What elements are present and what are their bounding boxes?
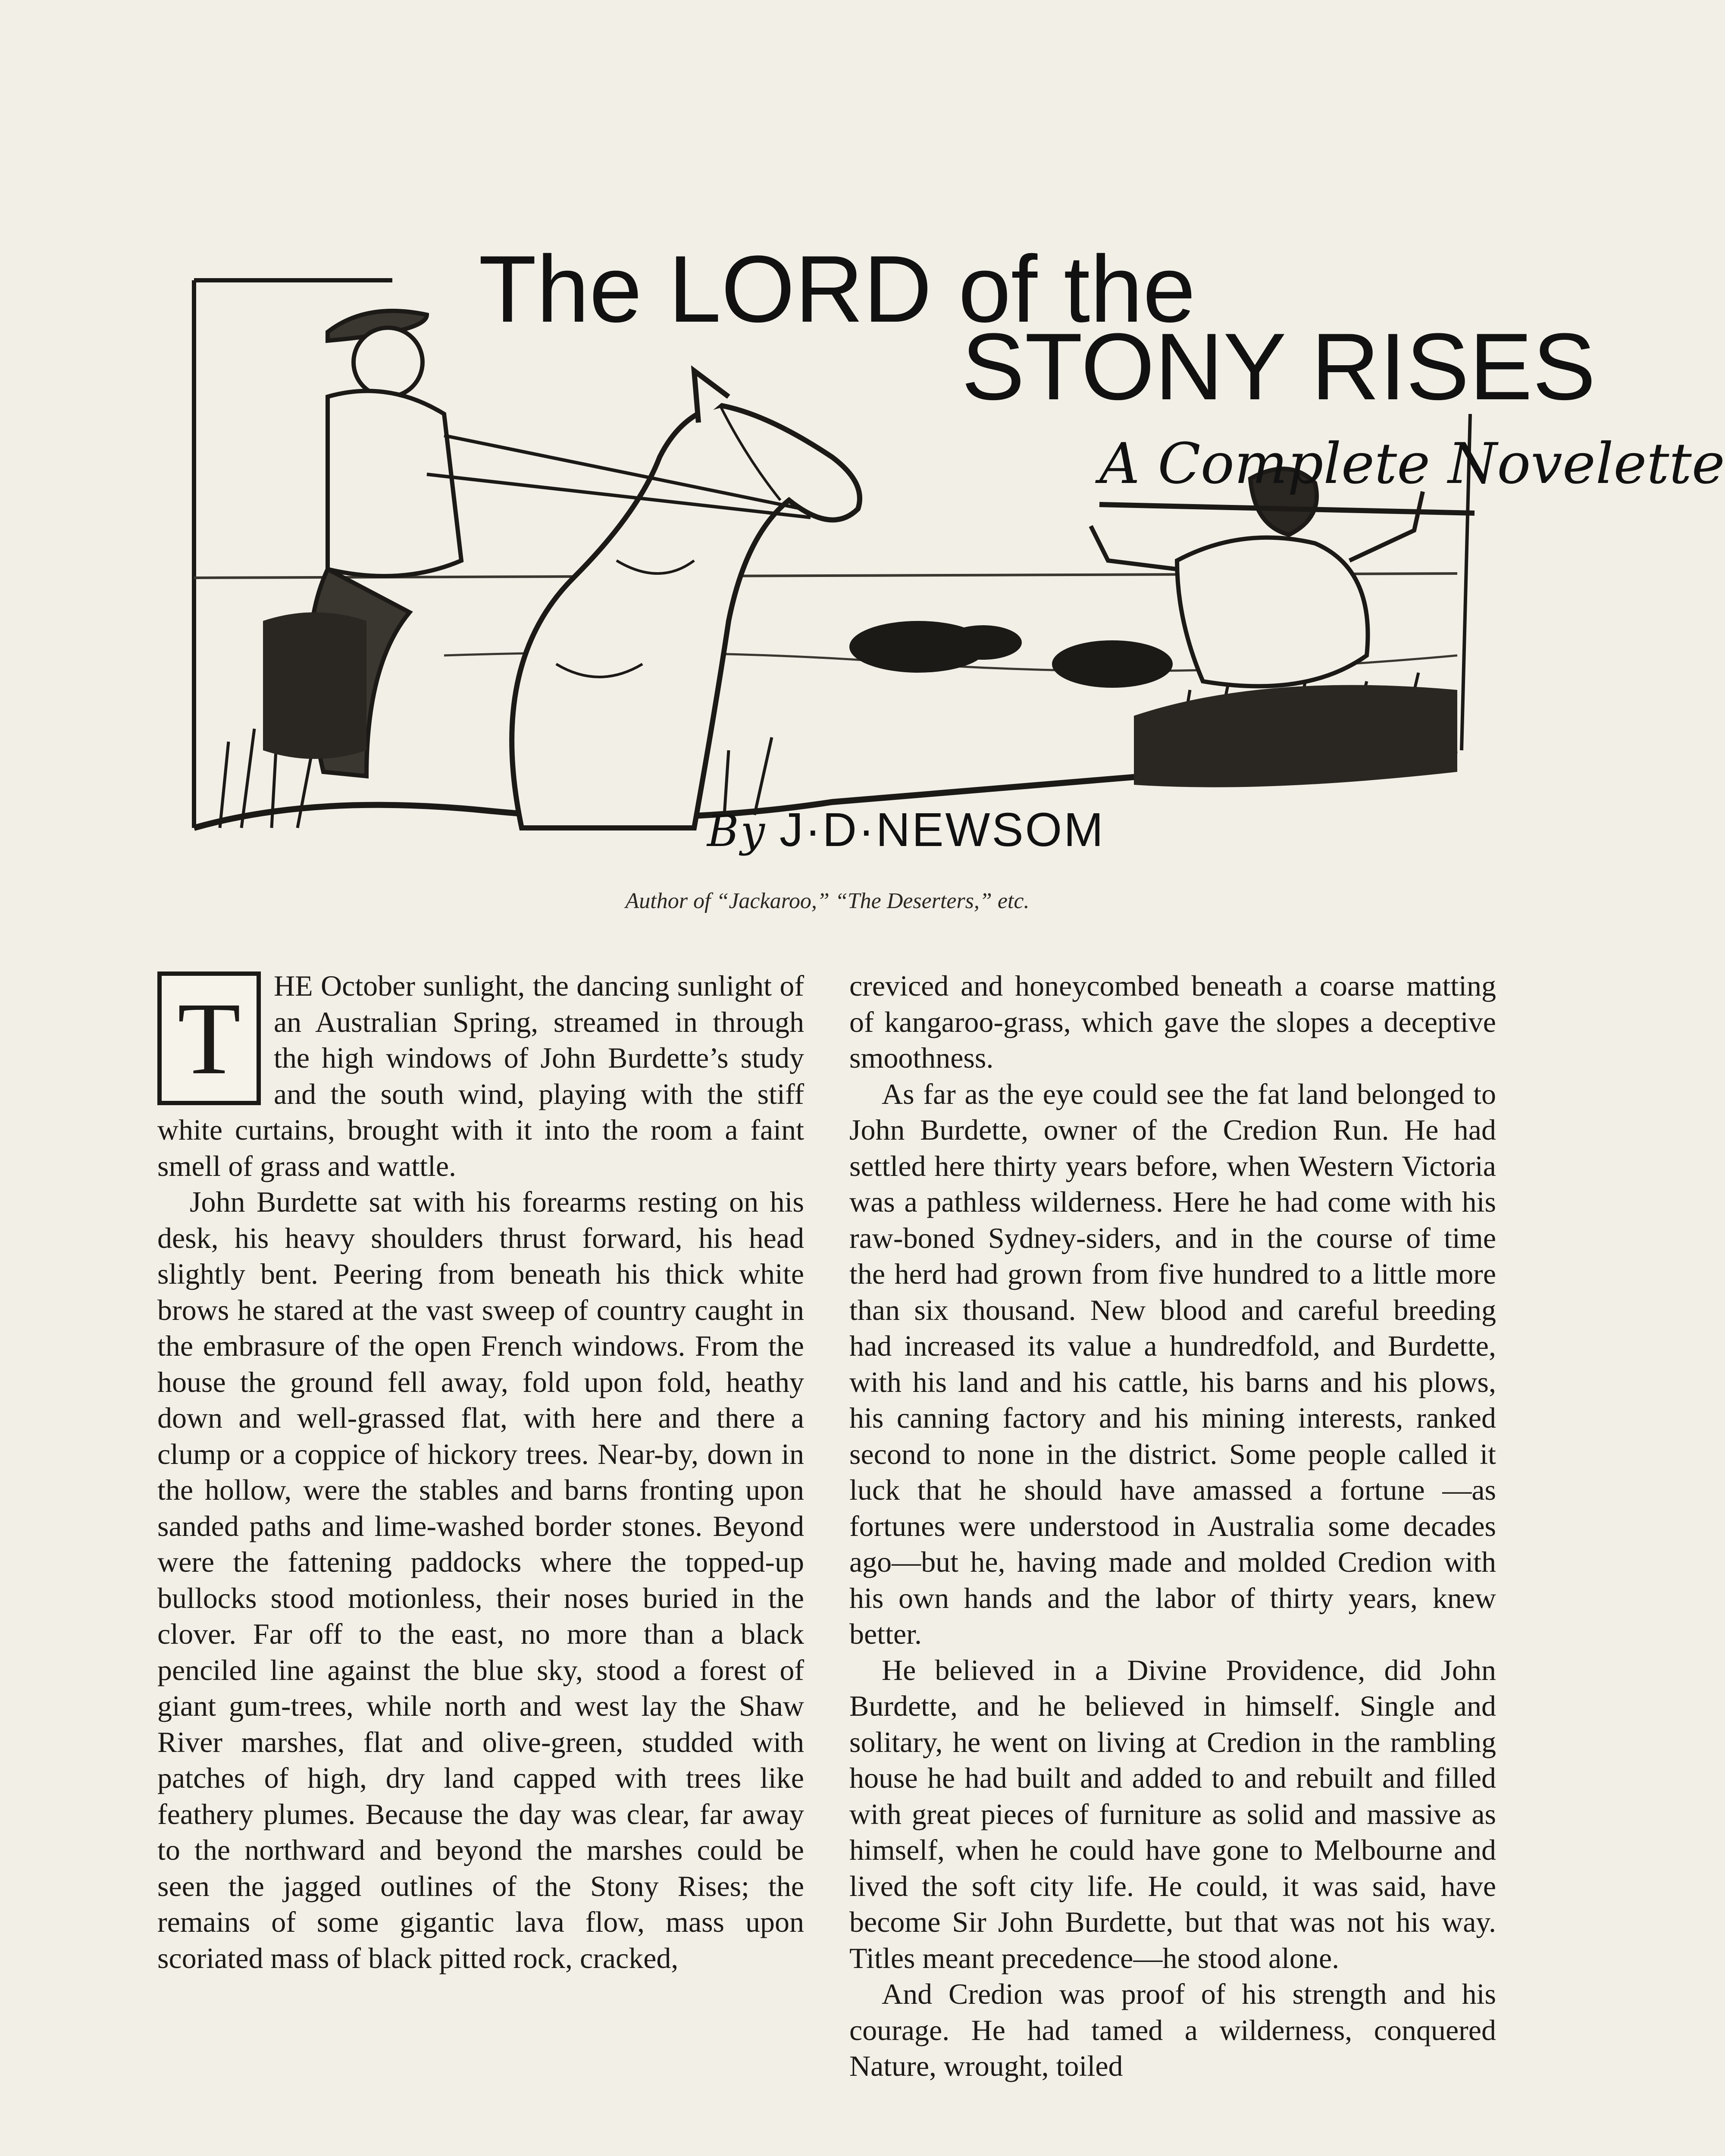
author-name: J·D·NEWSOM [779, 803, 1105, 856]
paragraph: creviced and honeycombed beneath a coarse matting of kangaroo-grass, which gave the slopes a deceptive smoothness. [849, 969, 1496, 1074]
story-title-line-1: The LORD of the [479, 236, 1196, 342]
paragraph: He believed in a Divine Providence, did John Burdette, and he believed in himself. Single and solitary, he went on living at Credion in the rambling house he had built and added to and rebuilt and filled with great pieces of furniture as solid and massive as himself, when he could have gone to Melbourne and lived the soft city life. He could, it was said, have become Sir John Burdette, but that was not his way. Titles meant precedence—he stood alone. [849, 1653, 1496, 1974]
drop-cap: T [157, 971, 261, 1105]
text-column-right [849, 968, 1496, 2156]
author-credits: Author of “Jackaroo,” “The Deserters,” etc. [625, 889, 1030, 913]
byline-prefix: By [707, 806, 767, 856]
paragraph: John Burdette sat with his forearms resting on his desk, his heavy shoulders thrust forward, his head slightly bent. Peering from beneath his thick white brows he stared at the vast sweep of country caught in the embrasure of the open French windows. From the house the ground fell away, fold upon fold, heathy down and well-grassed flat, with here and there a clump or a coppice of hickory trees. Near-by, down in the hollow, were the stables and barns fronting upon sanded paths and lime-washed border stones. Beyond were the fattening paddocks where the topped-up bullocks stood motionless, their noses buried in the clover. Far off to the east, no more than a black penciled line against the blue sky, stood a forest of giant gum-trees, while north and west lay the Shaw River marshes, flat and olive-green, studded with patches of high, dry land capped with trees like feathery plumes. Because the day was clear, far away to the northward and beyond the marshes could be seen the jagged outlines of the Stony Rises; the remains of some gigantic lava flow, mass upon scoriated mass of black pitted rock, cracked, [157, 1185, 804, 1974]
paragraph-text: HE October sunlight, the dancing sunlight of an Australian Spring, streamed in through the high windows of John Burdette’s study and the south wind, playing with the stiff white curtains, brought with it into the room a faint smell of grass and wattle. [157, 969, 804, 1182]
paragraph: And Credion was proof of his strength and his courage. He had tamed a wilderness, conquered Nature, wrought, toiled [849, 1977, 1496, 2082]
text-column-left [157, 968, 804, 2156]
paragraph: As far as the eye could see the fat land belonged to John Burdette, owner of the Credion Run. He had settled here thirty years before, when Western Victoria was a pathless wilderness. Here he had come with his raw-boned Sydney-siders, and in the course of time the herd had grown from five hundred to a little more than six thousand. New blood and careful breeding had increased its value a hundredfold, and Burdette, with his land and his cattle, his barns and his plows, his canning factory and his mining interests, ranked second to none in the district. Some people called it luck that he should have amassed a fortune —as fortunes were understood in Australia some decades ago—but he, having made and molded Credion with his own hands and the labor of thirty years, knew better. [849, 1077, 1496, 1650]
story-header-illustration [185, 233, 1725, 862]
byline [707, 803, 1105, 856]
story-title-line-2: STONY RISES [961, 313, 1596, 420]
paragraph [157, 968, 804, 1184]
story-subtitle: A Complete Novelette [1099, 431, 1725, 496]
